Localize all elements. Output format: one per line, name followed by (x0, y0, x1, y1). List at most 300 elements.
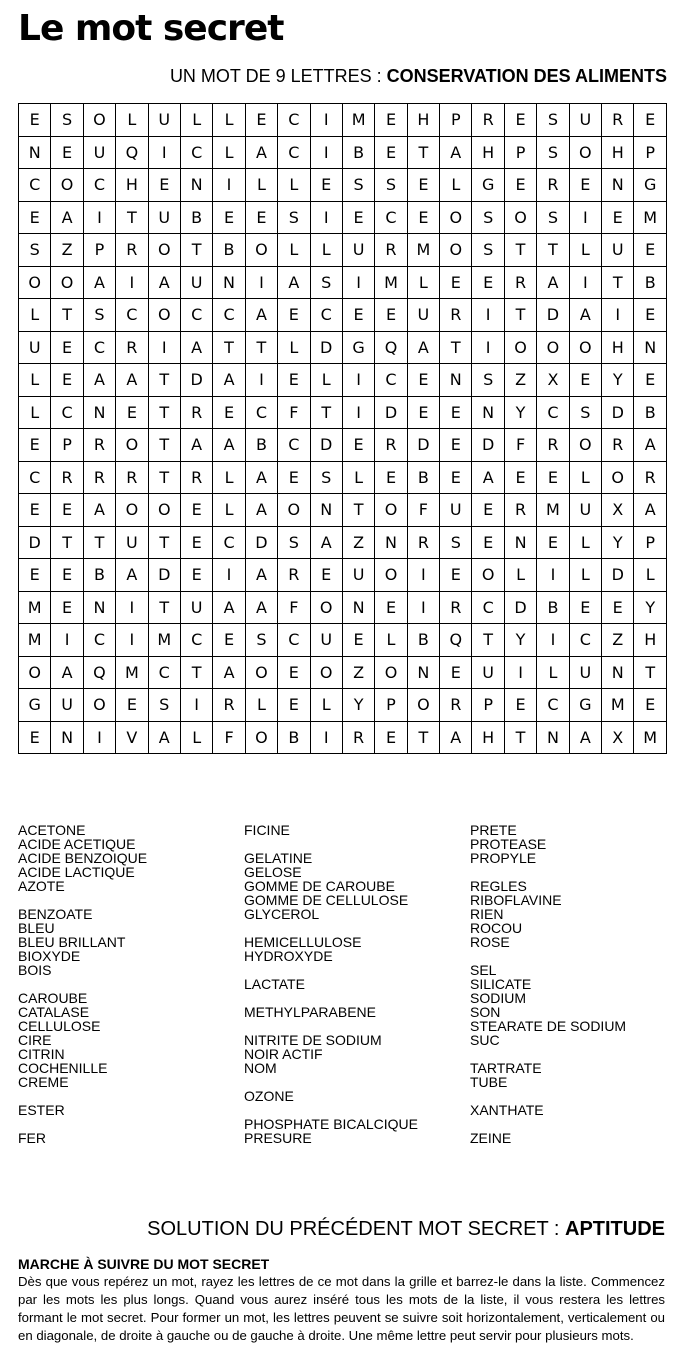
grid-cell[interactable]: N (602, 656, 634, 689)
grid-cell[interactable]: C (375, 364, 407, 397)
grid-cell[interactable]: E (116, 396, 148, 429)
grid-cell[interactable]: L (278, 169, 310, 202)
grid-cell[interactable]: H (602, 331, 634, 364)
grid-cell[interactable]: S (537, 136, 569, 169)
grid-cell[interactable]: E (407, 396, 439, 429)
grid-cell[interactable]: M (634, 721, 667, 754)
grid-cell[interactable]: I (569, 266, 601, 299)
grid-cell[interactable]: T (440, 331, 472, 364)
grid-cell[interactable]: E (440, 429, 472, 462)
grid-cell[interactable]: E (407, 169, 439, 202)
grid-cell[interactable]: D (180, 364, 212, 397)
grid-cell[interactable]: A (116, 559, 148, 592)
grid-cell[interactable]: E (569, 591, 601, 624)
grid-cell[interactable]: M (19, 591, 51, 624)
grid-cell[interactable]: M (375, 266, 407, 299)
grid-cell[interactable]: R (440, 591, 472, 624)
grid-cell[interactable]: O (375, 494, 407, 527)
grid-cell[interactable]: D (310, 331, 342, 364)
grid-cell[interactable]: U (19, 331, 51, 364)
grid-cell[interactable]: P (504, 136, 536, 169)
grid-cell[interactable]: G (472, 169, 504, 202)
grid-cell[interactable]: O (51, 266, 83, 299)
grid-cell[interactable]: A (440, 721, 472, 754)
grid-cell[interactable]: A (213, 591, 245, 624)
grid-cell[interactable]: O (148, 234, 180, 267)
grid-cell[interactable]: E (375, 591, 407, 624)
grid-cell[interactable]: S (19, 234, 51, 267)
grid-cell[interactable]: U (569, 104, 601, 137)
grid-cell[interactable]: T (148, 526, 180, 559)
grid-cell[interactable]: O (537, 331, 569, 364)
grid-cell[interactable]: L (310, 689, 342, 722)
grid-cell[interactable]: Z (602, 624, 634, 657)
grid-cell[interactable]: H (116, 169, 148, 202)
grid-cell[interactable]: E (634, 104, 667, 137)
grid-cell[interactable]: E (504, 689, 536, 722)
grid-cell[interactable]: R (51, 461, 83, 494)
grid-cell[interactable]: X (602, 721, 634, 754)
grid-cell[interactable]: M (342, 104, 374, 137)
grid-cell[interactable]: E (504, 104, 536, 137)
grid-cell[interactable]: E (245, 201, 277, 234)
grid-cell[interactable]: I (472, 299, 504, 332)
grid-cell[interactable]: I (342, 266, 374, 299)
grid-cell[interactable]: E (537, 461, 569, 494)
grid-cell[interactable]: E (213, 201, 245, 234)
grid-cell[interactable]: S (278, 201, 310, 234)
grid-cell[interactable]: O (569, 331, 601, 364)
grid-cell[interactable]: D (245, 526, 277, 559)
grid-cell[interactable]: O (83, 689, 115, 722)
grid-cell[interactable]: Z (342, 526, 374, 559)
grid-cell[interactable]: T (504, 721, 536, 754)
grid-cell[interactable]: E (19, 494, 51, 527)
grid-cell[interactable]: A (148, 266, 180, 299)
grid-cell[interactable]: L (245, 689, 277, 722)
grid-cell[interactable]: O (310, 656, 342, 689)
grid-cell[interactable]: E (51, 136, 83, 169)
grid-cell[interactable]: L (569, 526, 601, 559)
grid-cell[interactable]: U (440, 494, 472, 527)
grid-cell[interactable]: I (602, 299, 634, 332)
grid-cell[interactable]: R (116, 234, 148, 267)
grid-cell[interactable]: I (116, 624, 148, 657)
grid-cell[interactable]: D (148, 559, 180, 592)
grid-cell[interactable]: E (51, 331, 83, 364)
grid-cell[interactable]: E (213, 624, 245, 657)
grid-cell[interactable]: A (83, 266, 115, 299)
grid-cell[interactable]: N (83, 591, 115, 624)
grid-cell[interactable]: T (148, 461, 180, 494)
grid-cell[interactable]: A (245, 559, 277, 592)
grid-cell[interactable]: L (278, 331, 310, 364)
grid-cell[interactable]: F (504, 429, 536, 462)
grid-cell[interactable]: A (634, 494, 667, 527)
grid-cell[interactable]: O (19, 266, 51, 299)
grid-cell[interactable]: T (537, 234, 569, 267)
grid-cell[interactable]: I (569, 201, 601, 234)
grid-cell[interactable]: E (180, 494, 212, 527)
grid-cell[interactable]: T (213, 331, 245, 364)
grid-cell[interactable]: E (375, 299, 407, 332)
grid-cell[interactable]: X (537, 364, 569, 397)
grid-cell[interactable]: P (83, 234, 115, 267)
grid-cell[interactable]: O (472, 559, 504, 592)
grid-cell[interactable]: U (148, 201, 180, 234)
grid-cell[interactable]: E (342, 429, 374, 462)
grid-cell[interactable]: L (569, 461, 601, 494)
grid-cell[interactable]: A (569, 299, 601, 332)
grid-cell[interactable]: L (569, 559, 601, 592)
grid-cell[interactable]: Y (602, 526, 634, 559)
grid-cell[interactable]: T (342, 494, 374, 527)
grid-cell[interactable]: B (537, 591, 569, 624)
grid-cell[interactable]: N (375, 526, 407, 559)
grid-cell[interactable]: L (440, 169, 472, 202)
grid-cell[interactable]: E (602, 591, 634, 624)
grid-cell[interactable]: A (245, 591, 277, 624)
grid-cell[interactable]: T (51, 299, 83, 332)
grid-cell[interactable]: C (83, 331, 115, 364)
grid-cell[interactable]: T (602, 266, 634, 299)
grid-cell[interactable]: M (537, 494, 569, 527)
grid-cell[interactable]: H (472, 136, 504, 169)
grid-cell[interactable]: H (634, 624, 667, 657)
grid-cell[interactable]: O (245, 234, 277, 267)
grid-cell[interactable]: H (472, 721, 504, 754)
grid-cell[interactable]: S (537, 104, 569, 137)
grid-cell[interactable]: S (83, 299, 115, 332)
grid-cell[interactable]: D (310, 429, 342, 462)
grid-cell[interactable]: T (83, 526, 115, 559)
grid-cell[interactable]: R (342, 721, 374, 754)
grid-cell[interactable]: G (569, 689, 601, 722)
grid-cell[interactable]: O (245, 656, 277, 689)
grid-cell[interactable]: A (180, 331, 212, 364)
grid-cell[interactable]: N (342, 591, 374, 624)
grid-cell[interactable]: C (19, 169, 51, 202)
grid-cell[interactable]: P (440, 104, 472, 137)
grid-cell[interactable]: E (278, 656, 310, 689)
grid-cell[interactable]: E (342, 201, 374, 234)
grid-cell[interactable]: E (278, 299, 310, 332)
grid-cell[interactable]: R (504, 494, 536, 527)
grid-cell[interactable]: R (440, 689, 472, 722)
grid-cell[interactable]: S (148, 689, 180, 722)
grid-cell[interactable]: Q (116, 136, 148, 169)
grid-cell[interactable]: U (180, 591, 212, 624)
grid-cell[interactable]: U (51, 689, 83, 722)
grid-cell[interactable]: Y (342, 689, 374, 722)
grid-cell[interactable]: M (19, 624, 51, 657)
grid-cell[interactable]: L (19, 299, 51, 332)
grid-cell[interactable]: N (51, 721, 83, 754)
grid-cell[interactable]: T (148, 591, 180, 624)
grid-cell[interactable]: Y (634, 591, 667, 624)
grid-cell[interactable]: E (472, 494, 504, 527)
grid-cell[interactable]: E (472, 526, 504, 559)
grid-cell[interactable]: E (342, 624, 374, 657)
grid-cell[interactable]: C (180, 624, 212, 657)
grid-cell[interactable]: E (148, 169, 180, 202)
grid-cell[interactable]: C (278, 136, 310, 169)
grid-cell[interactable]: C (569, 624, 601, 657)
grid-cell[interactable]: R (180, 396, 212, 429)
grid-cell[interactable]: H (407, 104, 439, 137)
grid-cell[interactable]: A (245, 299, 277, 332)
grid-cell[interactable]: I (342, 364, 374, 397)
grid-cell[interactable]: O (245, 721, 277, 754)
grid-cell[interactable]: D (602, 559, 634, 592)
grid-cell[interactable]: O (407, 689, 439, 722)
grid-cell[interactable]: I (83, 201, 115, 234)
grid-cell[interactable]: E (342, 299, 374, 332)
grid-cell[interactable]: S (278, 526, 310, 559)
grid-cell[interactable]: L (116, 104, 148, 137)
grid-cell[interactable]: O (83, 104, 115, 137)
grid-cell[interactable]: S (569, 396, 601, 429)
grid-cell[interactable]: A (116, 364, 148, 397)
grid-cell[interactable]: P (634, 526, 667, 559)
grid-cell[interactable]: U (148, 104, 180, 137)
grid-cell[interactable]: I (342, 396, 374, 429)
grid-cell[interactable]: A (310, 526, 342, 559)
grid-cell[interactable]: S (472, 201, 504, 234)
grid-cell[interactable]: T (148, 364, 180, 397)
grid-cell[interactable]: G (634, 169, 667, 202)
grid-cell[interactable]: L (342, 461, 374, 494)
grid-cell[interactable]: B (407, 624, 439, 657)
grid-cell[interactable]: A (407, 331, 439, 364)
grid-cell[interactable]: B (245, 429, 277, 462)
grid-cell[interactable]: X (602, 494, 634, 527)
grid-cell[interactable]: O (569, 429, 601, 462)
grid-cell[interactable]: L (375, 624, 407, 657)
grid-cell[interactable]: A (51, 656, 83, 689)
grid-cell[interactable]: Y (602, 364, 634, 397)
grid-cell[interactable]: N (440, 364, 472, 397)
grid-cell[interactable]: D (19, 526, 51, 559)
grid-cell[interactable]: C (472, 591, 504, 624)
grid-cell[interactable]: U (407, 299, 439, 332)
grid-cell[interactable]: I (213, 559, 245, 592)
grid-cell[interactable]: C (310, 299, 342, 332)
grid-cell[interactable]: O (375, 559, 407, 592)
grid-cell[interactable]: A (245, 494, 277, 527)
grid-cell[interactable]: B (634, 266, 667, 299)
grid-cell[interactable]: U (342, 234, 374, 267)
grid-cell[interactable]: O (310, 591, 342, 624)
grid-cell[interactable]: E (440, 461, 472, 494)
grid-cell[interactable]: O (504, 331, 536, 364)
grid-cell[interactable]: A (245, 136, 277, 169)
grid-cell[interactable]: O (148, 299, 180, 332)
grid-cell[interactable]: N (83, 396, 115, 429)
grid-cell[interactable]: L (180, 104, 212, 137)
grid-cell[interactable]: U (342, 559, 374, 592)
grid-cell[interactable]: R (634, 461, 667, 494)
grid-cell[interactable]: I (245, 364, 277, 397)
grid-cell[interactable]: C (278, 624, 310, 657)
grid-cell[interactable]: U (472, 656, 504, 689)
grid-cell[interactable]: I (310, 721, 342, 754)
grid-cell[interactable]: A (213, 656, 245, 689)
grid-cell[interactable]: M (634, 201, 667, 234)
grid-cell[interactable]: C (213, 299, 245, 332)
grid-cell[interactable]: L (504, 559, 536, 592)
grid-cell[interactable]: E (116, 689, 148, 722)
grid-cell[interactable]: G (19, 689, 51, 722)
grid-cell[interactable]: E (407, 201, 439, 234)
grid-cell[interactable]: T (180, 656, 212, 689)
grid-cell[interactable]: S (245, 624, 277, 657)
grid-cell[interactable]: O (116, 429, 148, 462)
grid-cell[interactable]: E (375, 461, 407, 494)
grid-cell[interactable]: I (310, 136, 342, 169)
grid-cell[interactable]: E (440, 559, 472, 592)
grid-cell[interactable]: D (537, 299, 569, 332)
grid-cell[interactable]: E (19, 104, 51, 137)
grid-cell[interactable]: C (148, 656, 180, 689)
grid-cell[interactable]: C (375, 201, 407, 234)
grid-cell[interactable]: C (116, 299, 148, 332)
grid-cell[interactable]: L (537, 656, 569, 689)
grid-cell[interactable]: R (602, 104, 634, 137)
grid-cell[interactable]: N (602, 169, 634, 202)
grid-cell[interactable]: N (310, 494, 342, 527)
grid-cell[interactable]: O (602, 461, 634, 494)
grid-cell[interactable]: O (51, 169, 83, 202)
grid-cell[interactable]: R (440, 299, 472, 332)
grid-cell[interactable]: S (472, 364, 504, 397)
grid-cell[interactable]: E (310, 169, 342, 202)
grid-cell[interactable]: O (278, 494, 310, 527)
grid-cell[interactable]: B (278, 721, 310, 754)
grid-cell[interactable]: I (504, 656, 536, 689)
grid-cell[interactable]: C (278, 429, 310, 462)
grid-cell[interactable]: O (569, 136, 601, 169)
grid-cell[interactable]: R (83, 461, 115, 494)
grid-cell[interactable]: O (504, 201, 536, 234)
grid-cell[interactable]: A (245, 461, 277, 494)
grid-cell[interactable]: R (213, 689, 245, 722)
grid-cell[interactable]: H (602, 136, 634, 169)
grid-cell[interactable]: S (440, 526, 472, 559)
grid-cell[interactable]: F (278, 591, 310, 624)
grid-cell[interactable]: C (19, 461, 51, 494)
grid-cell[interactable]: R (537, 429, 569, 462)
grid-cell[interactable]: Q (83, 656, 115, 689)
grid-cell[interactable]: A (278, 266, 310, 299)
grid-cell[interactable]: A (83, 494, 115, 527)
grid-cell[interactable]: U (602, 234, 634, 267)
grid-cell[interactable]: L (213, 104, 245, 137)
grid-cell[interactable]: L (310, 364, 342, 397)
grid-cell[interactable]: B (407, 461, 439, 494)
grid-cell[interactable]: I (148, 331, 180, 364)
grid-cell[interactable]: R (375, 429, 407, 462)
grid-cell[interactable]: M (407, 234, 439, 267)
grid-cell[interactable]: R (116, 331, 148, 364)
grid-cell[interactable]: E (180, 559, 212, 592)
grid-cell[interactable]: T (51, 526, 83, 559)
grid-cell[interactable]: U (180, 266, 212, 299)
grid-cell[interactable]: E (407, 364, 439, 397)
grid-cell[interactable]: N (504, 526, 536, 559)
grid-cell[interactable]: D (472, 429, 504, 462)
grid-cell[interactable]: A (180, 429, 212, 462)
grid-cell[interactable]: C (83, 169, 115, 202)
grid-cell[interactable]: N (537, 721, 569, 754)
grid-cell[interactable]: R (278, 559, 310, 592)
grid-cell[interactable]: N (407, 656, 439, 689)
grid-cell[interactable]: E (569, 169, 601, 202)
grid-cell[interactable]: E (440, 396, 472, 429)
grid-cell[interactable]: U (116, 526, 148, 559)
grid-cell[interactable]: I (310, 201, 342, 234)
grid-cell[interactable]: T (116, 201, 148, 234)
grid-cell[interactable]: A (569, 721, 601, 754)
grid-cell[interactable]: D (602, 396, 634, 429)
grid-cell[interactable]: E (375, 136, 407, 169)
grid-cell[interactable]: Q (375, 331, 407, 364)
grid-cell[interactable]: U (310, 624, 342, 657)
grid-cell[interactable]: E (19, 429, 51, 462)
grid-cell[interactable]: E (375, 721, 407, 754)
grid-cell[interactable]: S (51, 104, 83, 137)
grid-cell[interactable]: T (148, 429, 180, 462)
grid-cell[interactable]: C (180, 299, 212, 332)
grid-cell[interactable]: T (472, 624, 504, 657)
grid-cell[interactable]: D (375, 396, 407, 429)
grid-cell[interactable]: E (472, 266, 504, 299)
grid-cell[interactable]: Y (504, 624, 536, 657)
grid-cell[interactable]: R (116, 461, 148, 494)
grid-cell[interactable]: U (569, 656, 601, 689)
grid-cell[interactable]: C (213, 526, 245, 559)
grid-cell[interactable]: D (407, 429, 439, 462)
grid-cell[interactable]: M (116, 656, 148, 689)
grid-cell[interactable]: Y (504, 396, 536, 429)
grid-cell[interactable]: E (440, 266, 472, 299)
grid-cell[interactable]: G (342, 331, 374, 364)
grid-cell[interactable]: S (342, 169, 374, 202)
grid-cell[interactable]: E (569, 364, 601, 397)
grid-cell[interactable]: E (634, 234, 667, 267)
grid-cell[interactable]: S (375, 169, 407, 202)
grid-cell[interactable]: C (537, 396, 569, 429)
grid-cell[interactable]: E (537, 526, 569, 559)
grid-cell[interactable]: E (375, 104, 407, 137)
grid-cell[interactable]: E (51, 559, 83, 592)
grid-cell[interactable]: A (440, 136, 472, 169)
grid-cell[interactable]: E (180, 526, 212, 559)
grid-cell[interactable]: A (148, 721, 180, 754)
grid-cell[interactable]: I (83, 721, 115, 754)
grid-cell[interactable]: S (310, 266, 342, 299)
grid-cell[interactable]: A (634, 429, 667, 462)
grid-cell[interactable]: R (375, 234, 407, 267)
grid-cell[interactable]: D (504, 591, 536, 624)
grid-cell[interactable]: B (213, 234, 245, 267)
grid-cell[interactable]: R (504, 266, 536, 299)
grid-cell[interactable]: O (375, 656, 407, 689)
grid-cell[interactable]: L (407, 266, 439, 299)
grid-cell[interactable]: E (504, 461, 536, 494)
grid-cell[interactable]: E (278, 689, 310, 722)
grid-cell[interactable]: E (19, 201, 51, 234)
